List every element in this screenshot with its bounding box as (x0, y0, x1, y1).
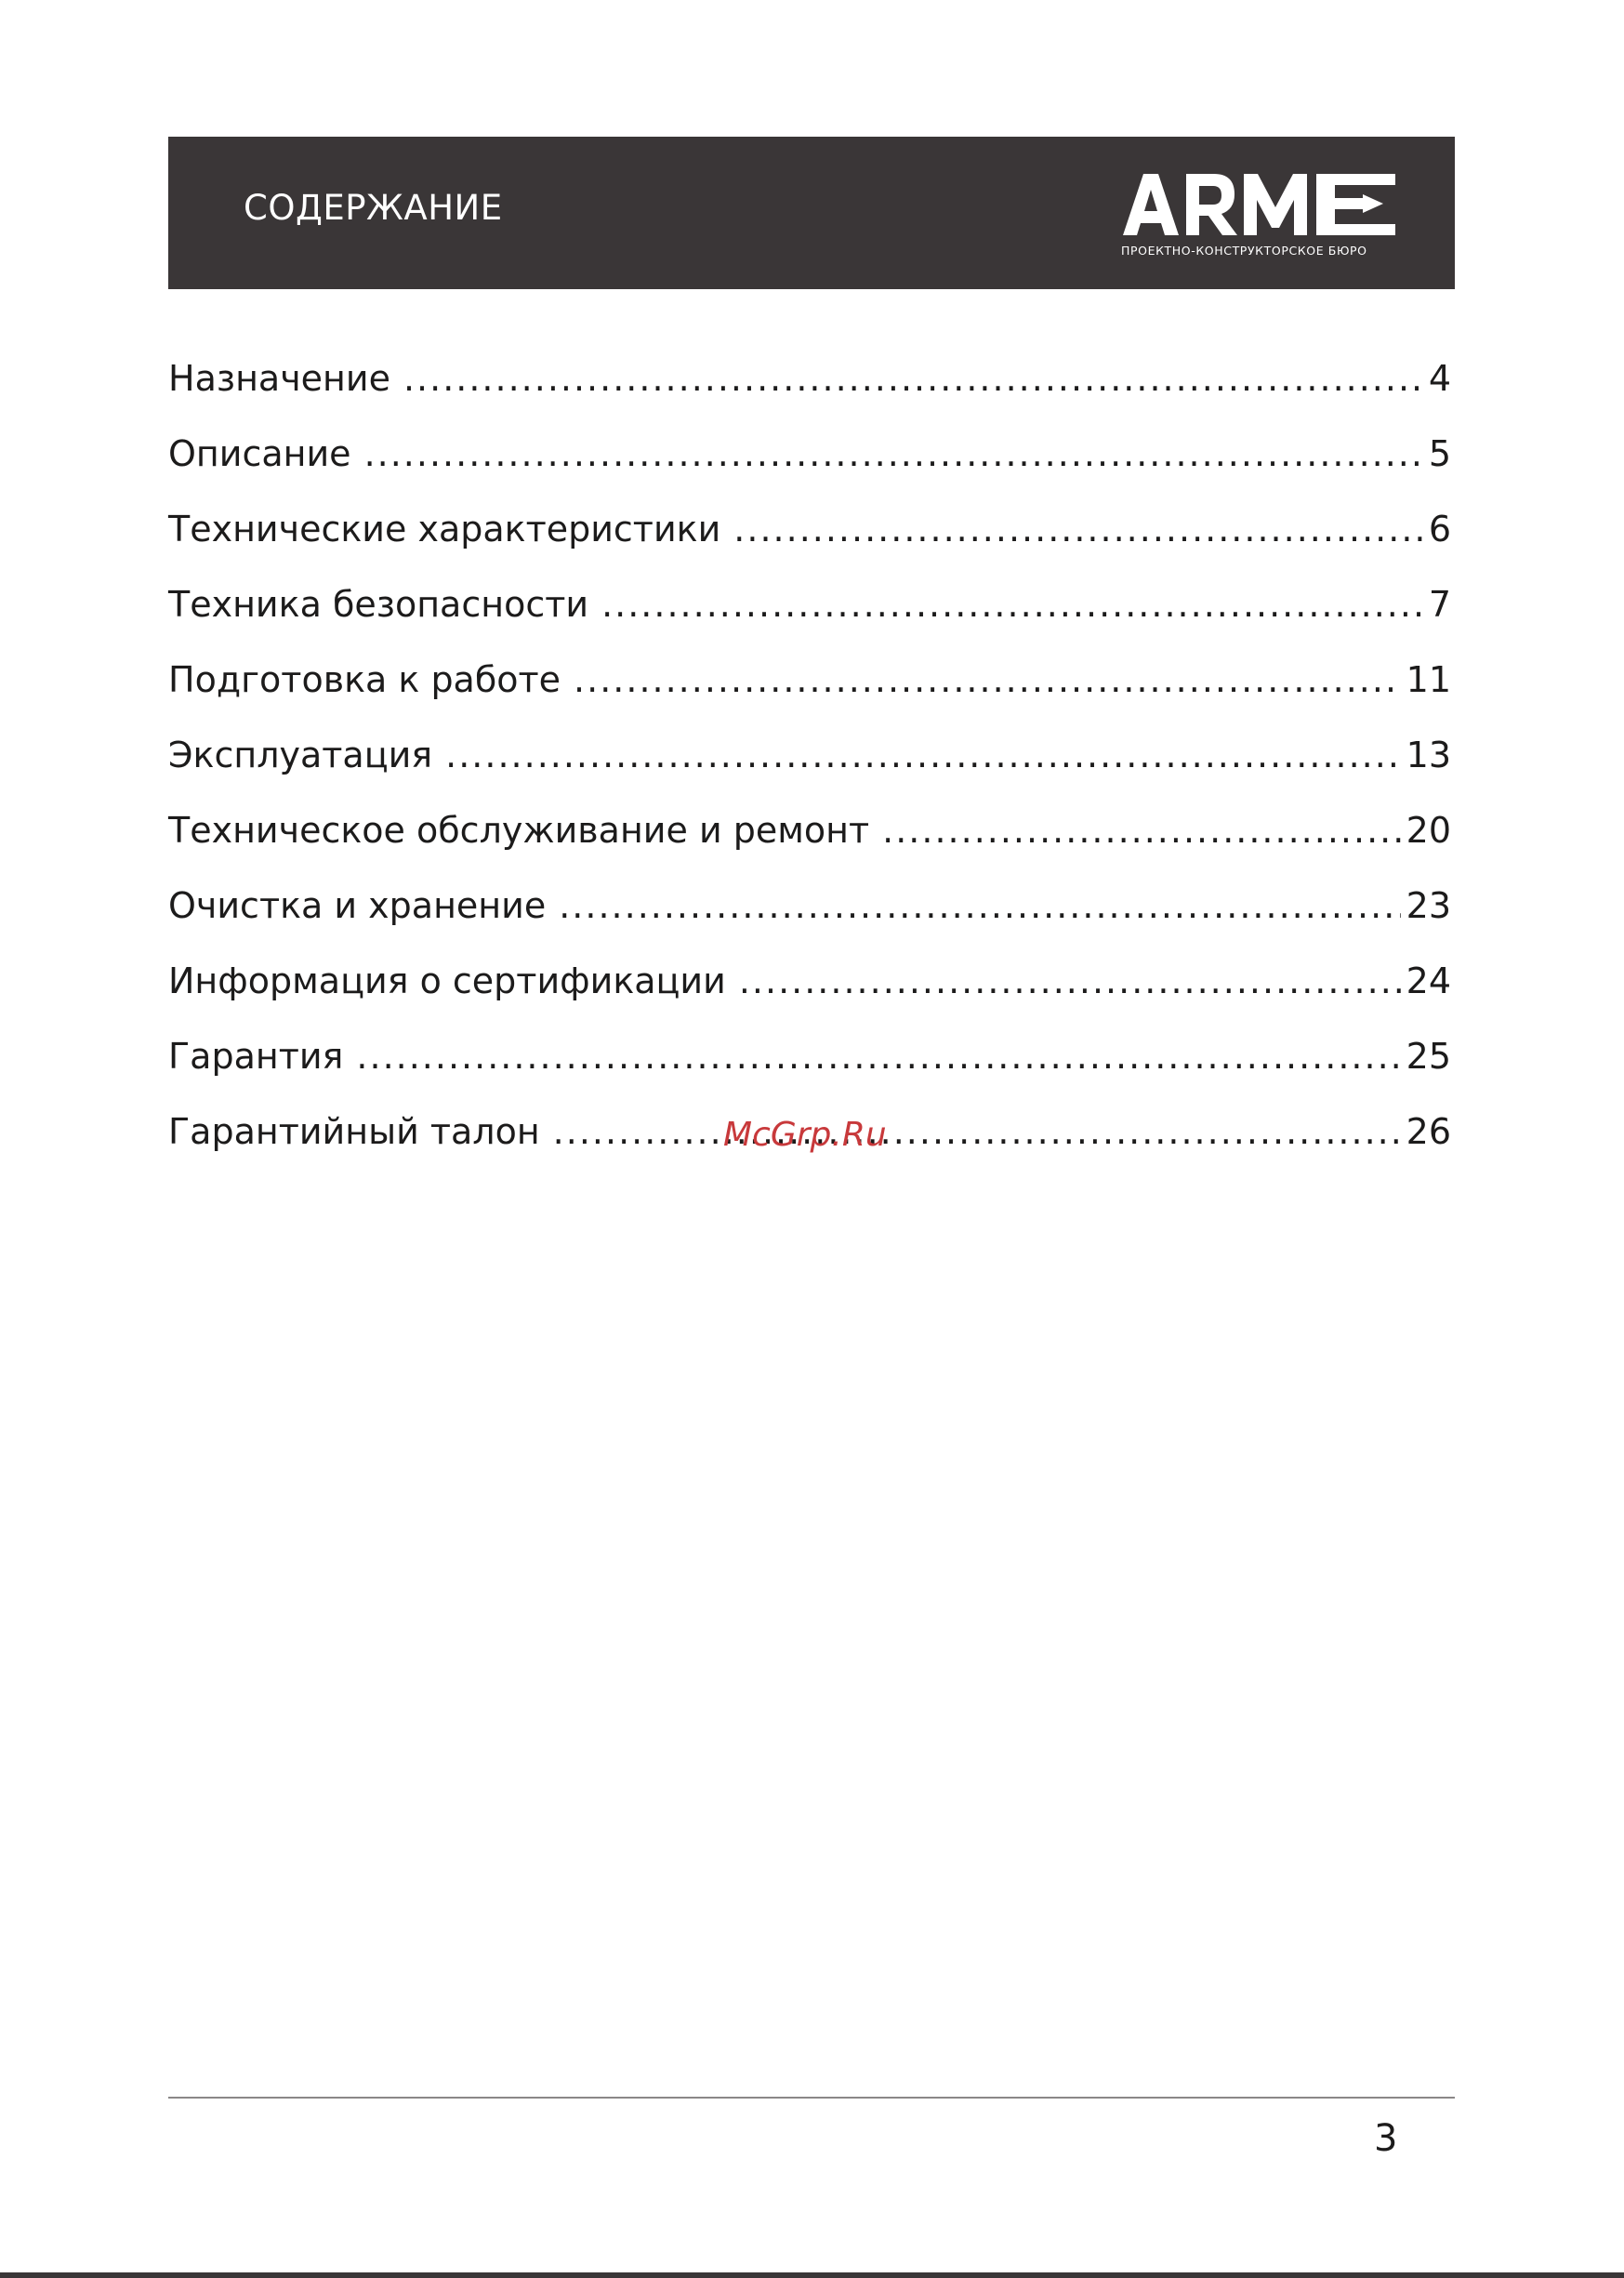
header-bar (168, 137, 1455, 289)
footer-divider (168, 2097, 1455, 2099)
toc-page-number: 6 (1428, 509, 1451, 550)
toc-label: Гарантийный талон (168, 1111, 540, 1152)
toc-dot-leader (553, 1111, 1401, 1152)
toc-label: Подготовка к работе (168, 659, 561, 700)
page-title: СОДЕРЖАНИЕ (244, 188, 503, 228)
toc-page-number: 11 (1406, 659, 1451, 700)
table-of-contents (168, 358, 1451, 1186)
page-number: 3 (1374, 2117, 1398, 2160)
toc-dot-leader (559, 885, 1400, 926)
toc-page-number: 20 (1406, 810, 1451, 851)
toc-label: Информация о сертификации (168, 960, 726, 1001)
arm-logo (1121, 172, 1400, 265)
toc-dot-leader (364, 433, 1423, 474)
toc-item-warranty[interactable] (168, 1036, 1451, 1111)
toc-label: Техническое обслуживание и ремонт (168, 810, 870, 851)
toc-dot-leader (445, 735, 1401, 775)
toc-label: Техника безопасности (168, 584, 589, 625)
toc-dot-leader (356, 1036, 1400, 1077)
toc-page-number: 13 (1406, 735, 1451, 775)
toc-item-safety[interactable] (168, 584, 1451, 659)
toc-page-number: 4 (1428, 358, 1451, 399)
toc-dot-leader (739, 960, 1401, 1001)
toc-page-number: 25 (1406, 1036, 1451, 1077)
toc-dot-leader (882, 810, 1401, 851)
logo-subtitle: ПРОЕКТНО-КОНСТРУКТОРСКОЕ БЮРО (1121, 244, 1367, 258)
toc-page-number: 24 (1406, 960, 1451, 1001)
toc-dot-leader (403, 358, 1423, 399)
toc-page-number: 5 (1428, 433, 1451, 474)
toc-item-purpose[interactable] (168, 358, 1451, 433)
watermark: McGrp.Ru (723, 1116, 887, 1154)
toc-item-certification[interactable] (168, 960, 1451, 1036)
bottom-edge-band (0, 2272, 1624, 2278)
toc-item-maintenance[interactable] (168, 810, 1451, 885)
toc-label: Гарантия (168, 1036, 344, 1077)
toc-item-cleaning-storage[interactable] (168, 885, 1451, 960)
toc-item-preparation[interactable] (168, 659, 1451, 735)
arm-logo-icon (1121, 172, 1400, 239)
toc-label: Описание (168, 433, 351, 474)
toc-dot-leader (601, 584, 1423, 625)
toc-item-description[interactable] (168, 433, 1451, 509)
toc-label: Назначение (168, 358, 390, 399)
toc-dot-leader (733, 509, 1423, 550)
toc-dot-leader (574, 659, 1401, 700)
toc-label: Технические характеристики (168, 509, 721, 550)
toc-item-operation[interactable] (168, 735, 1451, 810)
toc-page-number: 26 (1406, 1111, 1451, 1152)
toc-label: Очистка и хранение (168, 885, 547, 926)
toc-page-number: 23 (1406, 885, 1451, 926)
toc-item-specifications[interactable] (168, 509, 1451, 584)
toc-label: Эксплуатация (168, 735, 433, 775)
toc-page-number: 7 (1428, 584, 1451, 625)
